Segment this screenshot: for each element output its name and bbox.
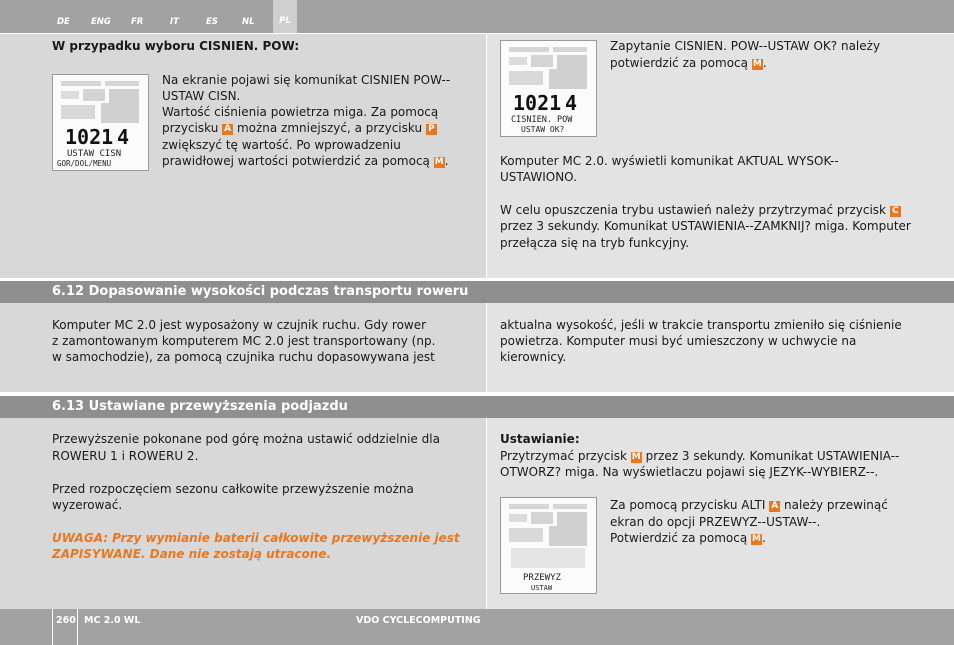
top-left-text-line2: USTAW CISN. bbox=[162, 89, 241, 103]
footer-divider bbox=[52, 609, 53, 645]
svg-text:USTAW: USTAW bbox=[531, 584, 553, 592]
top-right-text-line1: Zapytanie CISNIEN. POW--USTAW OK? należy bbox=[610, 39, 881, 53]
top-right-p3-line1: W celu opuszczenia trybu ustawień należy przytrzymać przycisk C bbox=[500, 202, 901, 219]
footer-brand: VDO CYCLECOMPUTING bbox=[356, 615, 481, 626]
key-c-icon: C bbox=[890, 206, 901, 217]
lcd-display-ustaw-cisn bbox=[52, 74, 149, 171]
top-left-text-line4: przycisku A można zmniejszyć, a przycisku P bbox=[162, 120, 437, 137]
top-right-p3-line3: przełącza się na tryb funkcyjny. bbox=[500, 236, 690, 250]
section-612-right-line1: aktualna wysokość, jeśli w trakcie transportu zmieniło się ciśnienie bbox=[500, 318, 902, 332]
key-m-icon: M bbox=[752, 59, 762, 69]
section-613-right-p2-line3: Potwierdzić za pomocą M. bbox=[610, 531, 766, 545]
key-p-icon: P bbox=[426, 124, 437, 135]
svg-text:4: 4 bbox=[117, 125, 130, 149]
svg-text:4: 4 bbox=[565, 91, 578, 115]
section-612-header: 6.12 Dopasowanie wysokości podczas transportu roweru bbox=[0, 281, 954, 303]
section-613-header: 6.13 Ustawiane przewyższenia podjazdu bbox=[0, 396, 954, 418]
section-613-right-line2: OTWORZ? miga. Na wyświetlaczu pojawi się JEZYK--WYBIERZ--. bbox=[500, 465, 879, 479]
top-left-text-line6: prawidłowej wartości potwierdzić za pomocą M. bbox=[162, 154, 449, 168]
section-612-left-line2: z zamontowanym komputerem MC 2.0 jest transportowany (np. bbox=[52, 334, 436, 348]
top-right-p3-line2: przez 3 sekundy. Komunikat USTAWIENIA--ZAMKNIJ? miga. Komputer bbox=[500, 219, 911, 233]
lang-pl-active[interactable]: PL bbox=[273, 0, 297, 33]
footer-model: MC 2.0 WL bbox=[84, 615, 141, 626]
svg-text:GOR/DOL/MENU: GOR/DOL/MENU bbox=[57, 159, 112, 168]
top-heading: W przypadku wyboru CISNIEN. POW: bbox=[52, 39, 300, 53]
top-left-text-line3: Wartość ciśnienia powietrza miga. Za pomocą bbox=[162, 105, 439, 119]
top-left-text-line1: Na ekranie pojawi się komunikat CISNIEN POW-- bbox=[162, 73, 451, 87]
lang-fr[interactable]: FR bbox=[131, 17, 144, 27]
svg-text:CISNIEN. POW: CISNIEN. POW bbox=[511, 115, 573, 125]
warning-line1: UWAGA: Przy wymianie baterii całkowite przewyższenie jest bbox=[52, 531, 460, 545]
svg-text:1021: 1021 bbox=[513, 91, 562, 115]
top-left-text-line5: zwiększyć tę wartość. Po wprowadzeniu bbox=[162, 138, 401, 152]
svg-text:1021: 1021 bbox=[65, 125, 114, 149]
section-613-left-p1-line2: ROWERU 1 i ROWERU 2. bbox=[52, 449, 199, 463]
section-612-left-line3: w samochodzie), za pomocą czujnika ruchu dopasowywana jest bbox=[52, 350, 435, 364]
key-a-icon: A bbox=[769, 501, 780, 512]
lang-es[interactable]: ES bbox=[206, 17, 218, 27]
section-612-left-line1: Komputer MC 2.0 jest wyposażony w czujnik ruchu. Gdy rower bbox=[52, 318, 427, 332]
section-613-right-p2-line2: ekran do opcji PRZEWYZ--USTAW--. bbox=[610, 515, 821, 529]
svg-text:USTAW OK?: USTAW OK? bbox=[521, 125, 565, 134]
section-612-right-line2: powietrza. Komputer musi być umieszczony w uchwycie na bbox=[500, 334, 857, 348]
page-number: 260 bbox=[56, 615, 76, 626]
lcd-display-cisnien-pow bbox=[500, 40, 597, 137]
section-613-left-p2-line2: wyzerować. bbox=[52, 498, 123, 512]
warning-line2: ZAPISYWANE. Dane nie zostają utracone. bbox=[52, 547, 332, 561]
key-m-icon: M bbox=[434, 157, 444, 167]
key-m-icon: M bbox=[752, 534, 761, 544]
svg-text:PRZEWYZ: PRZEWYZ bbox=[523, 573, 561, 583]
key-a-icon: A bbox=[222, 124, 233, 135]
lang-it[interactable]: IT bbox=[170, 17, 179, 27]
top-right-p2-line1: Komputer MC 2.0. wyświetli komunikat AKTUAL WYSOK-- bbox=[500, 154, 839, 168]
top-right-p2-line2: USTAWIONO. bbox=[500, 170, 577, 184]
section-613-right-line1: Przytrzymać przycisk M przez 3 sekundy. Komunikat USTAWIENIA-- bbox=[500, 449, 900, 463]
svg-text:USTAW CISN: USTAW CISN bbox=[67, 149, 122, 159]
top-right-text-line2: potwierdzić za pomocą M. bbox=[610, 56, 767, 70]
section-612-right-line3: kierownicy. bbox=[500, 350, 567, 364]
key-m-icon: M bbox=[631, 452, 641, 462]
lang-de[interactable]: DE bbox=[57, 17, 70, 27]
section-613-left-p2-line1: Przed rozpoczęciem sezonu całkowite przewyższenie można bbox=[52, 482, 414, 496]
section-613-right-p2-line1: Za pomocą przycisku ALTI A należy przewinąć bbox=[610, 498, 888, 512]
lcd-display-przewyz bbox=[500, 497, 597, 594]
section-613-left-p1-line1: Przewyższenie pokonane pod górę można ustawić oddzielnie dla bbox=[52, 432, 440, 446]
footer-divider bbox=[77, 609, 78, 645]
lang-nl[interactable]: NL bbox=[242, 17, 255, 27]
settings-heading: Ustawianie: bbox=[500, 432, 580, 446]
lang-eng[interactable]: ENG bbox=[91, 17, 111, 27]
